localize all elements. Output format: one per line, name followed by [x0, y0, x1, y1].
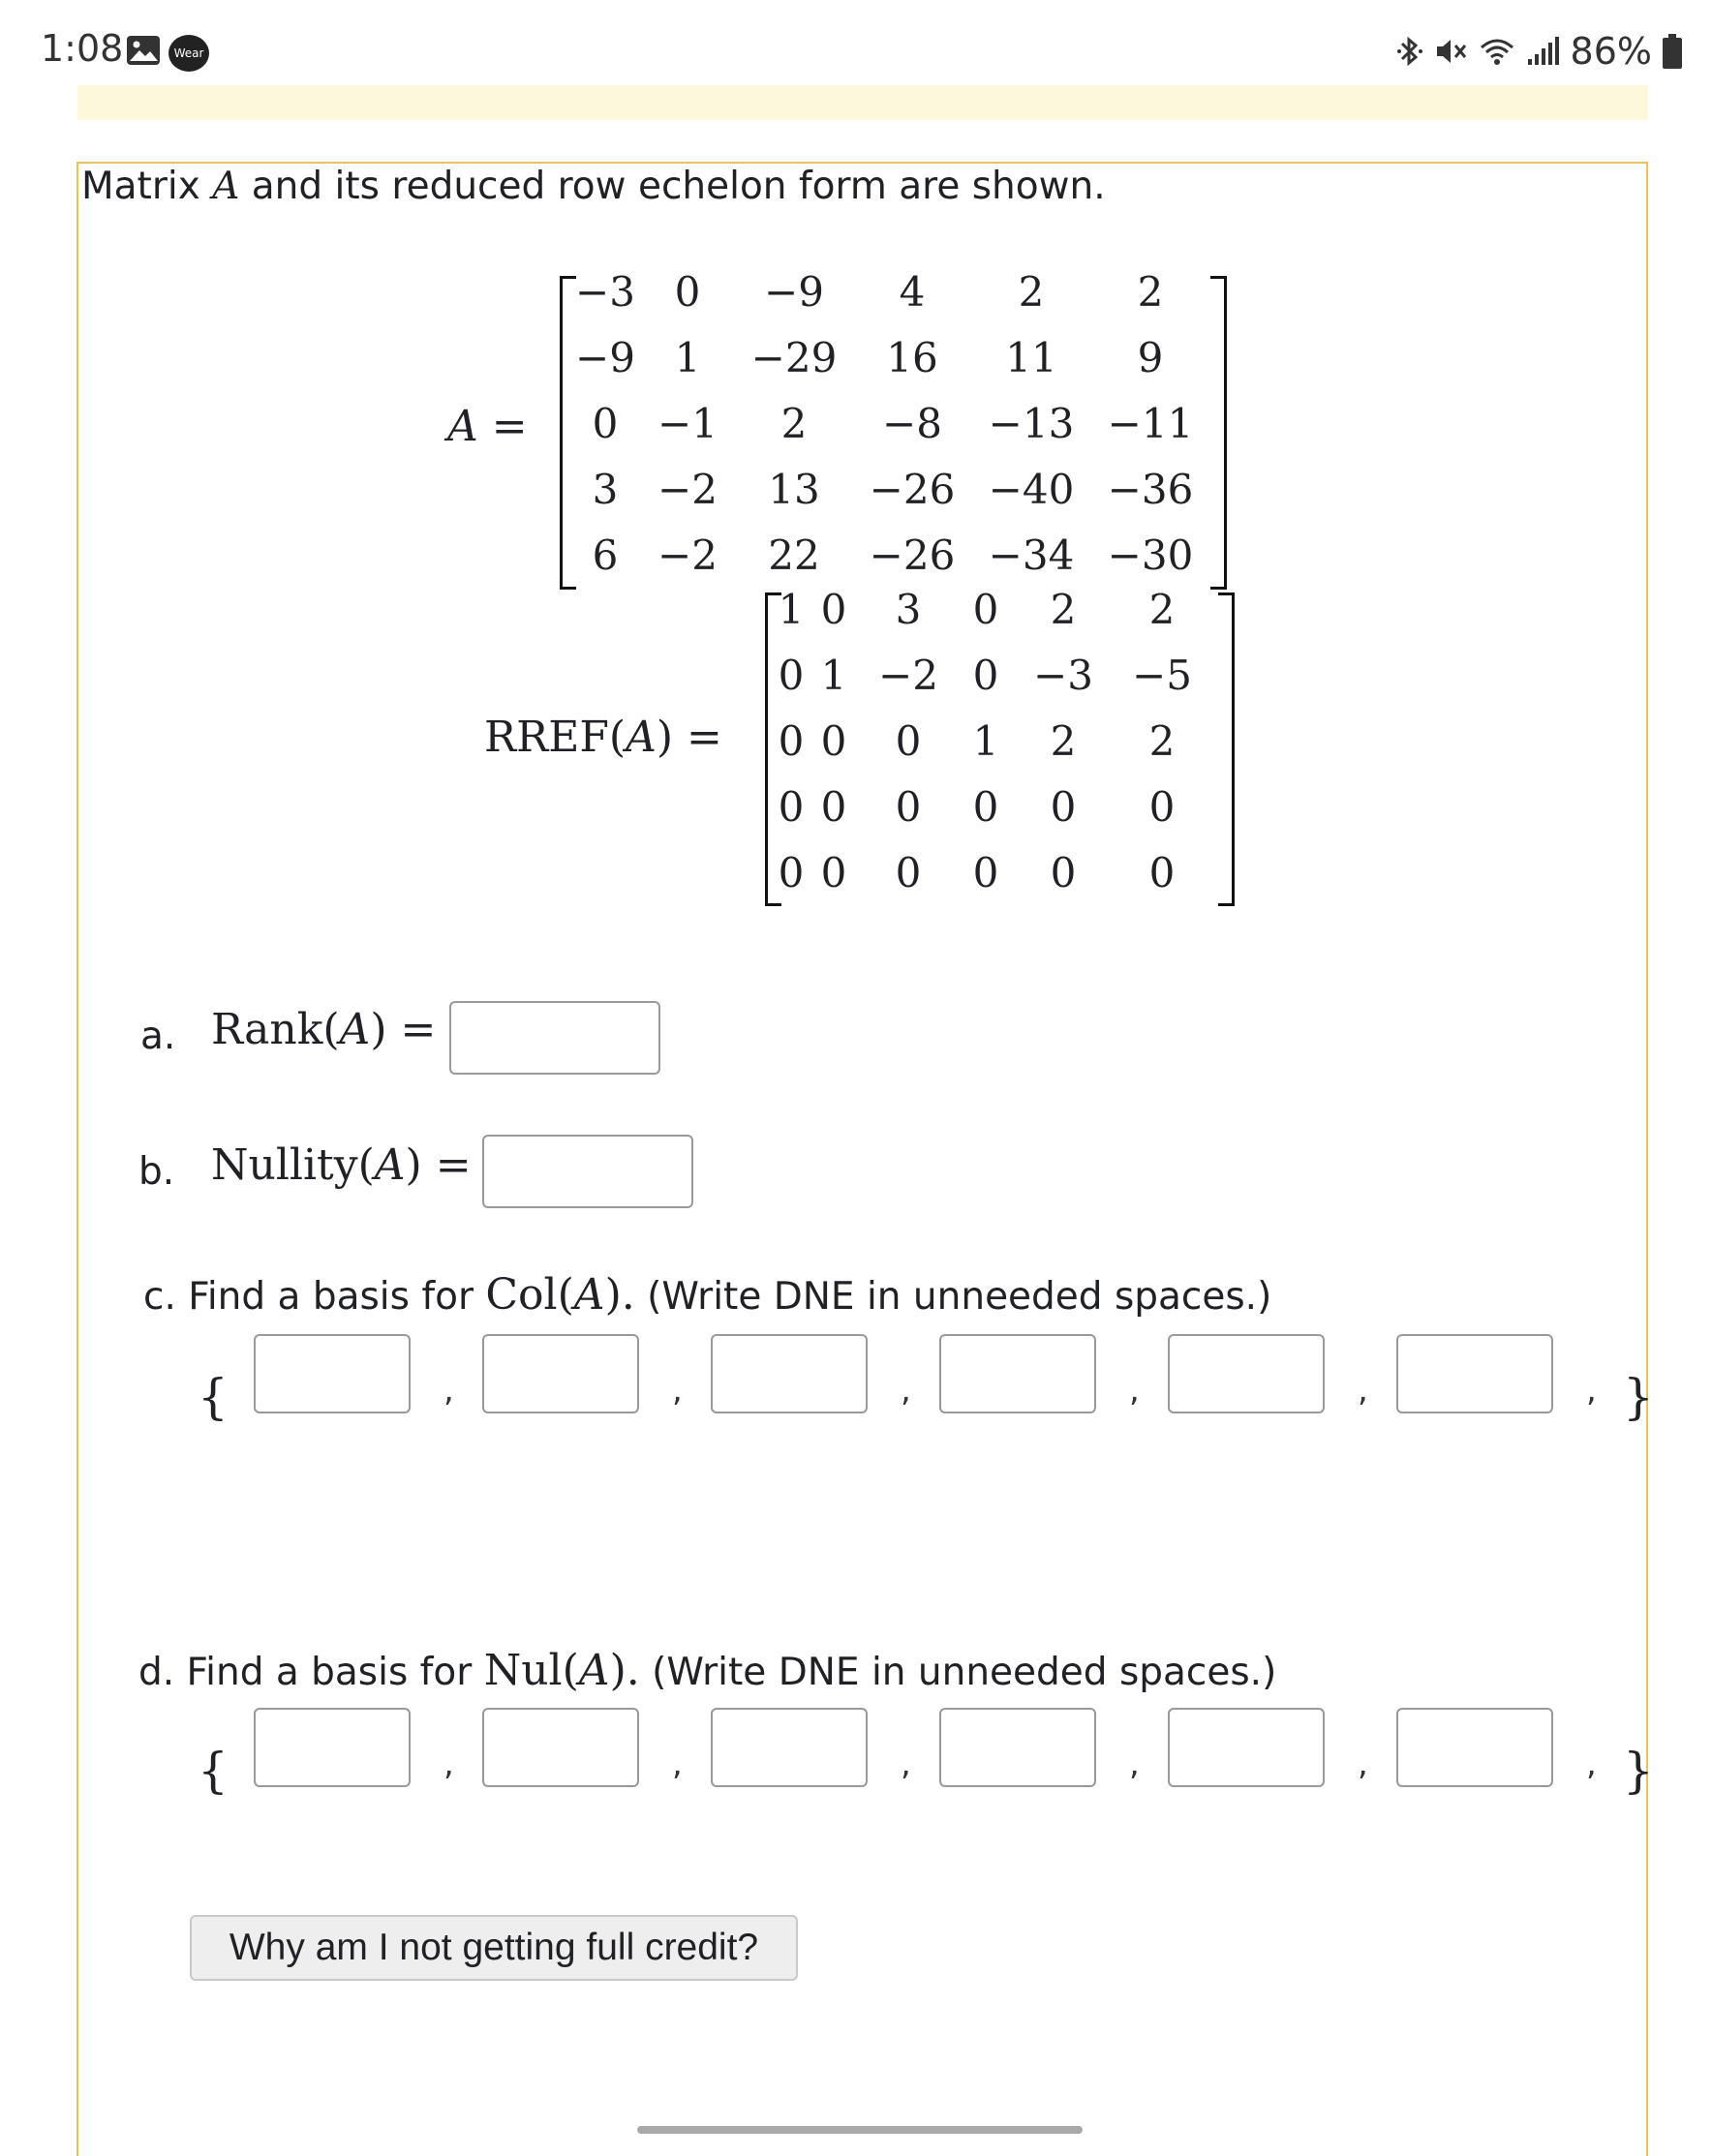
rank-expression: Rank(A) = — [211, 1005, 437, 1054]
matrix-a-cell: −8 — [882, 400, 942, 447]
rref-cell: −3 — [1033, 652, 1093, 699]
rref-cell: 0 — [820, 586, 847, 633]
matrix-a-cell: −11 — [1107, 400, 1194, 447]
matrix-a-cell: 16 — [886, 334, 938, 381]
col-basis-vector-input-1[interactable] — [254, 1334, 411, 1413]
rref-cell: 2 — [1148, 717, 1176, 765]
matrix-a-cell: 2 — [1018, 268, 1045, 316]
rref-cell: 1 — [972, 717, 999, 765]
matrix-a-label: A = — [447, 402, 528, 451]
battery-percent: 86% — [1570, 30, 1652, 73]
matrix-a-cell: 13 — [768, 466, 820, 513]
col-basis-open-brace: { — [198, 1369, 229, 1425]
rref-cell: 0 — [972, 849, 999, 896]
nul-basis-vector-input-3[interactable] — [711, 1708, 868, 1787]
wear-app-icon: Wear — [168, 35, 209, 72]
nul-basis-separator: , — [672, 1745, 683, 1783]
bluetooth-icon — [1396, 34, 1423, 69]
rref-cell: 0 — [895, 717, 922, 765]
notice-strip — [77, 85, 1648, 120]
col-basis-close-brace: } — [1623, 1369, 1654, 1425]
rref-label: RREF(A) = — [484, 713, 722, 762]
col-basis-vector-input-3[interactable] — [711, 1334, 868, 1413]
col-basis-separator: , — [443, 1371, 454, 1410]
matrix-a-cell: −9 — [575, 334, 635, 381]
nul-basis-separator: , — [1586, 1745, 1597, 1783]
matrix-a-cell: −3 — [575, 268, 635, 316]
rref-matrix — [775, 577, 1212, 906]
nul-basis-vector-input-5[interactable] — [1168, 1708, 1325, 1787]
battery-icon — [1662, 33, 1683, 70]
intro-text: Matrix A and its reduced row echelon form are shown. — [81, 165, 1106, 208]
rref-cell: 0 — [1148, 783, 1176, 831]
rref-cell: 0 — [1050, 783, 1077, 831]
question-a-letter: a. — [140, 1015, 176, 1058]
matrix-a-cell: 0 — [674, 268, 701, 316]
nul-basis-vector-input-2[interactable] — [482, 1708, 639, 1787]
matrix-a-right-bracket — [1210, 276, 1227, 590]
gallery-icon — [126, 35, 161, 66]
nul-basis-separator: , — [901, 1745, 911, 1783]
rref-cell: 0 — [778, 849, 805, 896]
nul-basis-open-brace: { — [198, 1743, 229, 1799]
nullity-expression: Nullity(A) = — [211, 1140, 472, 1190]
status-icons — [1396, 27, 1683, 76]
matrix-a-cell: −30 — [1107, 531, 1194, 579]
matrix-a-cell: −40 — [988, 466, 1075, 513]
rref-cell: 0 — [820, 717, 847, 765]
matrix-a-cell: −36 — [1107, 466, 1194, 513]
matrix-a-cell: 1 — [674, 334, 701, 381]
rref-right-bracket — [1218, 592, 1235, 906]
matrix-a-cell: −2 — [657, 531, 718, 579]
col-basis-separator: , — [672, 1371, 683, 1410]
rref-cell: 2 — [1050, 586, 1077, 633]
question-c-text: c. Find a basis for Col(A). (Write DNE in unneeded spaces.) — [143, 1270, 1272, 1320]
rref-cell: 0 — [820, 849, 847, 896]
col-basis-vector-input-2[interactable] — [482, 1334, 639, 1413]
nullity-input[interactable] — [482, 1135, 693, 1208]
matrix-a-cell: 2 — [1137, 268, 1164, 316]
rref-cell: 0 — [895, 783, 922, 831]
rref-cell: 0 — [778, 717, 805, 765]
matrix-a-cell: 4 — [899, 268, 926, 316]
nul-basis-vector-input-4[interactable] — [939, 1708, 1096, 1787]
matrix-a-cell: 0 — [592, 400, 619, 447]
rref-cell: 0 — [972, 783, 999, 831]
question-d-text: d. Find a basis for Nul(A). (Write DNE in unneeded spaces.) — [138, 1646, 1277, 1695]
rref-cell: 0 — [820, 783, 847, 831]
nul-basis-vector-input-6[interactable] — [1396, 1708, 1553, 1787]
nul-basis-separator: , — [443, 1745, 454, 1783]
col-basis-vector-input-6[interactable] — [1396, 1334, 1553, 1413]
nul-basis-vector-input-1[interactable] — [254, 1708, 411, 1787]
col-basis-vector-input-5[interactable] — [1168, 1334, 1325, 1413]
matrix-a-cell: −9 — [764, 268, 824, 316]
rref-cell: 0 — [1148, 849, 1176, 896]
rank-input[interactable] — [449, 1001, 660, 1075]
nul-basis-separator: , — [1129, 1745, 1140, 1783]
rref-cell: 0 — [1050, 849, 1077, 896]
matrix-symbol: A — [212, 165, 240, 208]
mute-icon — [1433, 34, 1468, 69]
col-basis-separator: , — [901, 1371, 911, 1410]
rref-cell: −5 — [1132, 652, 1192, 699]
matrix-a-cell: −2 — [657, 466, 718, 513]
rref-cell: 0 — [972, 586, 999, 633]
matrix-a-cell: −26 — [869, 466, 956, 513]
signal-icon — [1526, 34, 1561, 69]
matrix-a — [571, 259, 1210, 589]
rref-cell: 0 — [895, 849, 922, 896]
rref-cell: 0 — [778, 652, 805, 699]
col-basis-separator: , — [1586, 1371, 1597, 1410]
matrix-a-cell: −26 — [869, 531, 956, 579]
home-gesture-bar[interactable] — [637, 2126, 1083, 2134]
matrix-a-cell: 3 — [592, 466, 619, 513]
col-basis-vector-input-4[interactable] — [939, 1334, 1096, 1413]
matrix-a-cell: 11 — [1005, 334, 1057, 381]
matrix-a-cell: −34 — [988, 531, 1075, 579]
nul-basis-close-brace: } — [1623, 1743, 1654, 1799]
rref-cell: 3 — [895, 586, 922, 633]
matrix-a-cell: −13 — [988, 400, 1075, 447]
wifi-icon — [1478, 34, 1516, 69]
matrix-a-cell: 9 — [1137, 334, 1164, 381]
rref-cell: 1 — [820, 652, 847, 699]
matrix-a-cell: 6 — [592, 531, 619, 579]
col-basis-separator: , — [1129, 1371, 1140, 1410]
matrix-a-cell: 22 — [768, 531, 820, 579]
matrix-a-cell: 2 — [780, 400, 808, 447]
why-not-full-credit-button[interactable]: Why am I not getting full credit? — [190, 1915, 798, 1981]
rref-cell: 1 — [778, 586, 805, 633]
rref-cell: 2 — [1050, 717, 1077, 765]
rref-cell: −2 — [878, 652, 938, 699]
question-b-letter: b. — [138, 1150, 175, 1194]
col-basis-separator: , — [1358, 1371, 1368, 1410]
matrix-a-cell: −29 — [750, 334, 838, 381]
rref-cell: 2 — [1148, 586, 1176, 633]
status-time: 1:08 — [41, 27, 124, 70]
rref-cell: 0 — [778, 783, 805, 831]
matrix-a-cell: −1 — [657, 400, 718, 447]
nul-basis-separator: , — [1358, 1745, 1368, 1783]
rref-cell: 0 — [972, 652, 999, 699]
